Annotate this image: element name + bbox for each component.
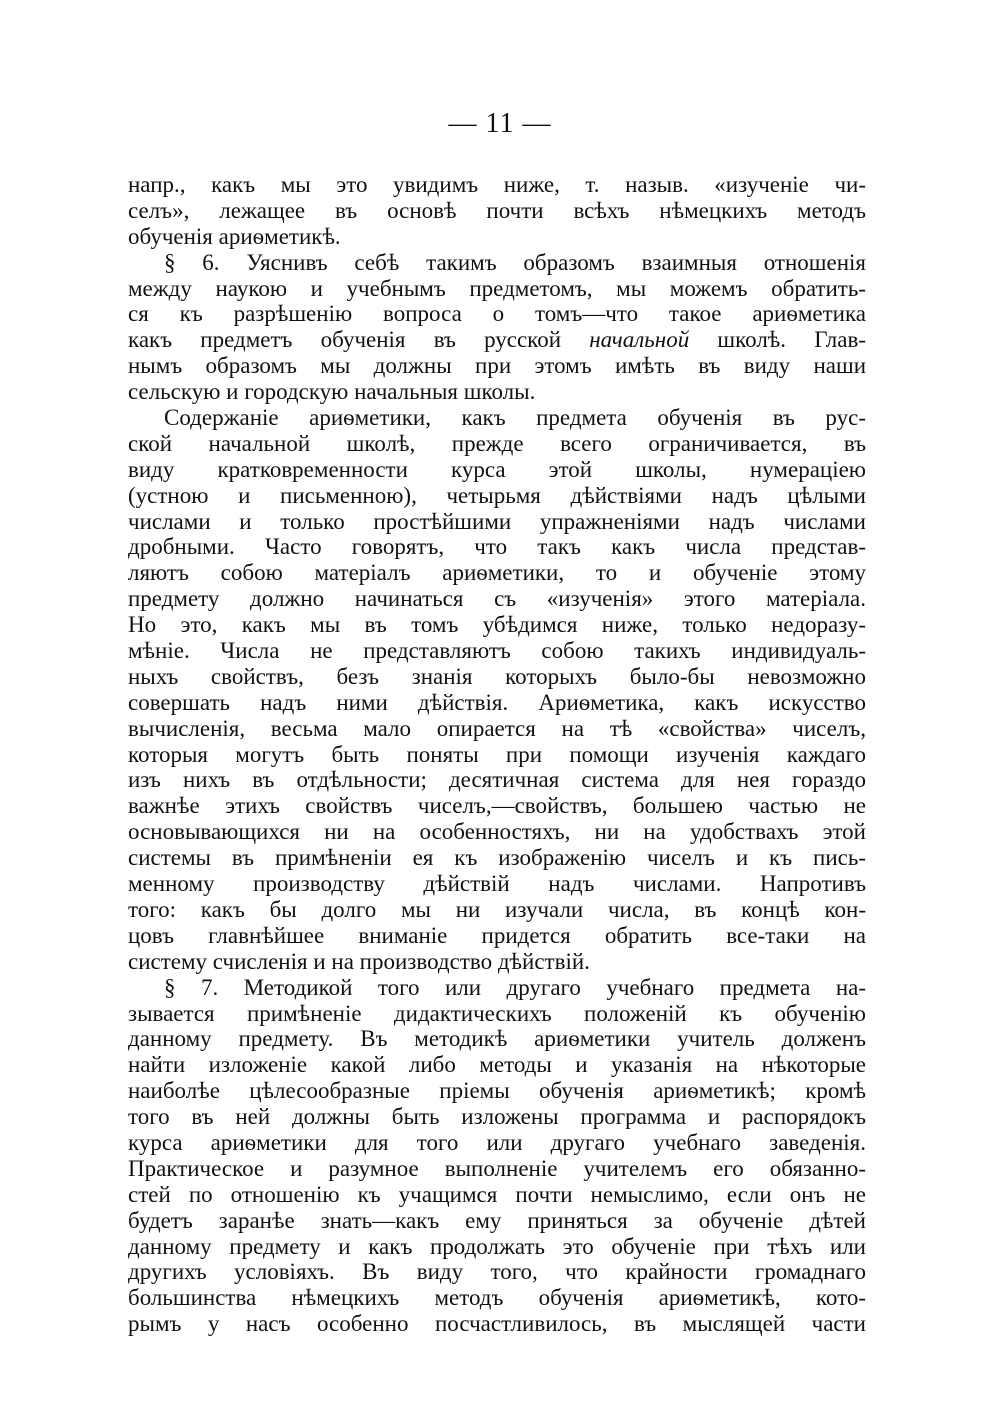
text-line: систему счисленія и на производство дѣйствій. bbox=[128, 948, 590, 974]
text-line: § 7. Методикой того или другаго учебнаго предмета на- bbox=[164, 974, 866, 1000]
text-line: вычисленія, весьма мало опирается на тѣ «свойства» чиселъ, bbox=[128, 715, 866, 741]
text-line: основывающихся ни на особенностяхъ, ни на удобствахъ этой bbox=[128, 819, 866, 845]
text-line: найти изложеніе какой либо методы и указанія на нѣкоторые bbox=[128, 1052, 866, 1078]
text-line: напр., какъ мы это увидимъ ниже, т. назыв. «изученіе чи- bbox=[128, 172, 866, 197]
text-line: ныхъ свойствъ, безъ знанія которыхъ было-бы невозможно bbox=[128, 663, 866, 689]
text-line: курса ариѳметики для того или другаго учебнаго заведенія. bbox=[128, 1129, 866, 1155]
text-line: ской начальной школѣ, прежде всего ограничивается, въ bbox=[128, 430, 866, 456]
text-line: важнѣе этихъ свойствъ чиселъ,—свойствъ, большею частью не bbox=[128, 793, 866, 819]
text-line: предмету должно начинаться съ «изученія» этого матеріала. bbox=[128, 586, 866, 612]
text-line: которыя могутъ быть поняты при помощи изученія каждаго bbox=[128, 741, 866, 767]
text-line: сельскую и городскую начальныя школы. bbox=[128, 379, 536, 405]
text-line: другихъ условіяхъ. Въ виду того, что крайности громаднаго bbox=[128, 1259, 866, 1285]
text-line: совершать надъ ними дѣйствія. Ариѳметика, какъ искусство bbox=[128, 689, 866, 715]
text-line: зывается примѣненіе дидактическихъ положеній къ обученію bbox=[128, 1000, 866, 1026]
text-line: будетъ заранѣе знать—какъ ему приняться за обученіе дѣтей bbox=[128, 1207, 866, 1233]
text-line: данному предмету. Въ методикѣ ариѳметики учитель долженъ bbox=[128, 1026, 866, 1052]
text-line: виду кратковременности курса этой школы, нумераціею bbox=[128, 456, 866, 482]
text-line: ляютъ собою матеріалъ ариѳметики, то и обученіе этому bbox=[128, 560, 866, 586]
text-line: стей по отношенію къ учащимся почти немыслимо, если онъ не bbox=[128, 1181, 866, 1207]
italic-word: начальной bbox=[589, 327, 690, 353]
text-line: того въ ней должны быть изложены программа и распорядокъ bbox=[128, 1104, 866, 1130]
text-line: обученія ариѳметикѣ. bbox=[128, 223, 341, 249]
text-line: данному предмету и какъ продолжать это обученіе при тѣхъ или bbox=[128, 1233, 866, 1259]
text-line: нымъ образомъ мы должны при этомъ имѣть въ виду наши bbox=[128, 353, 866, 379]
text-line: изъ нихъ въ отдѣльности; десятичная система для нея гораздо bbox=[128, 767, 866, 793]
text-line: селъ», лежащее въ основѣ почти всѣхъ нѣмецкихъ методъ bbox=[128, 197, 866, 223]
text-line: большинства нѣмецкихъ методъ обученія ариѳметикѣ, кото- bbox=[128, 1285, 866, 1311]
text-line: менному производству дѣйствій надъ числами. Напротивъ bbox=[128, 871, 866, 897]
text-line: Но это, какъ мы въ томъ убѣдимся ниже, только недоразу- bbox=[128, 612, 866, 638]
text-line: системы въ примѣненіи ея къ изображенію чиселъ и къ пись- bbox=[128, 845, 866, 871]
text-line: ся къ разрѣшенію вопроса о томъ—что такое ариѳметика bbox=[128, 301, 866, 327]
text-line: (устною и письменною), четырьмя дѣйствіями надъ цѣлыми bbox=[128, 482, 866, 508]
text-line: рымъ у насъ особенно посчастливилось, въ мыслящей части bbox=[128, 1311, 866, 1337]
text-line: § 6. Уяснивъ себѣ такимъ образомъ взаимныя отношенія bbox=[164, 249, 866, 275]
text-line: наиболѣе цѣлесообразные пріемы обученія ариѳметикѣ; кромѣ bbox=[128, 1078, 866, 1104]
body-text bbox=[128, 172, 866, 1337]
text-line: Содержаніе ариѳметики, какъ предмета обученія въ рус- bbox=[164, 405, 866, 431]
text-line: цовъ главнѣйшее вниманіе придется обратить все-таки на bbox=[128, 922, 866, 948]
text-line: мѣніе. Числа не представляютъ собою такихъ индивидуаль- bbox=[128, 638, 866, 664]
text-line: какъ предметъ обученія въ русской начальной школѣ. Глав- bbox=[128, 327, 866, 353]
text-line: того: какъ бы долго мы ни изучали числа, въ концѣ кон- bbox=[128, 896, 866, 922]
text-line: дробными. Часто говорятъ, что такъ какъ числа представ- bbox=[128, 534, 866, 560]
page-number: — 11 — bbox=[448, 108, 552, 139]
text-line: между наукою и учебнымъ предметомъ, мы можемъ обратить- bbox=[128, 275, 866, 301]
text-line: Практическое и разумное выполненіе учителемъ его обязанно- bbox=[128, 1155, 866, 1181]
text-line: числами и только простѣйшими упражненіями надъ числами bbox=[128, 508, 866, 534]
